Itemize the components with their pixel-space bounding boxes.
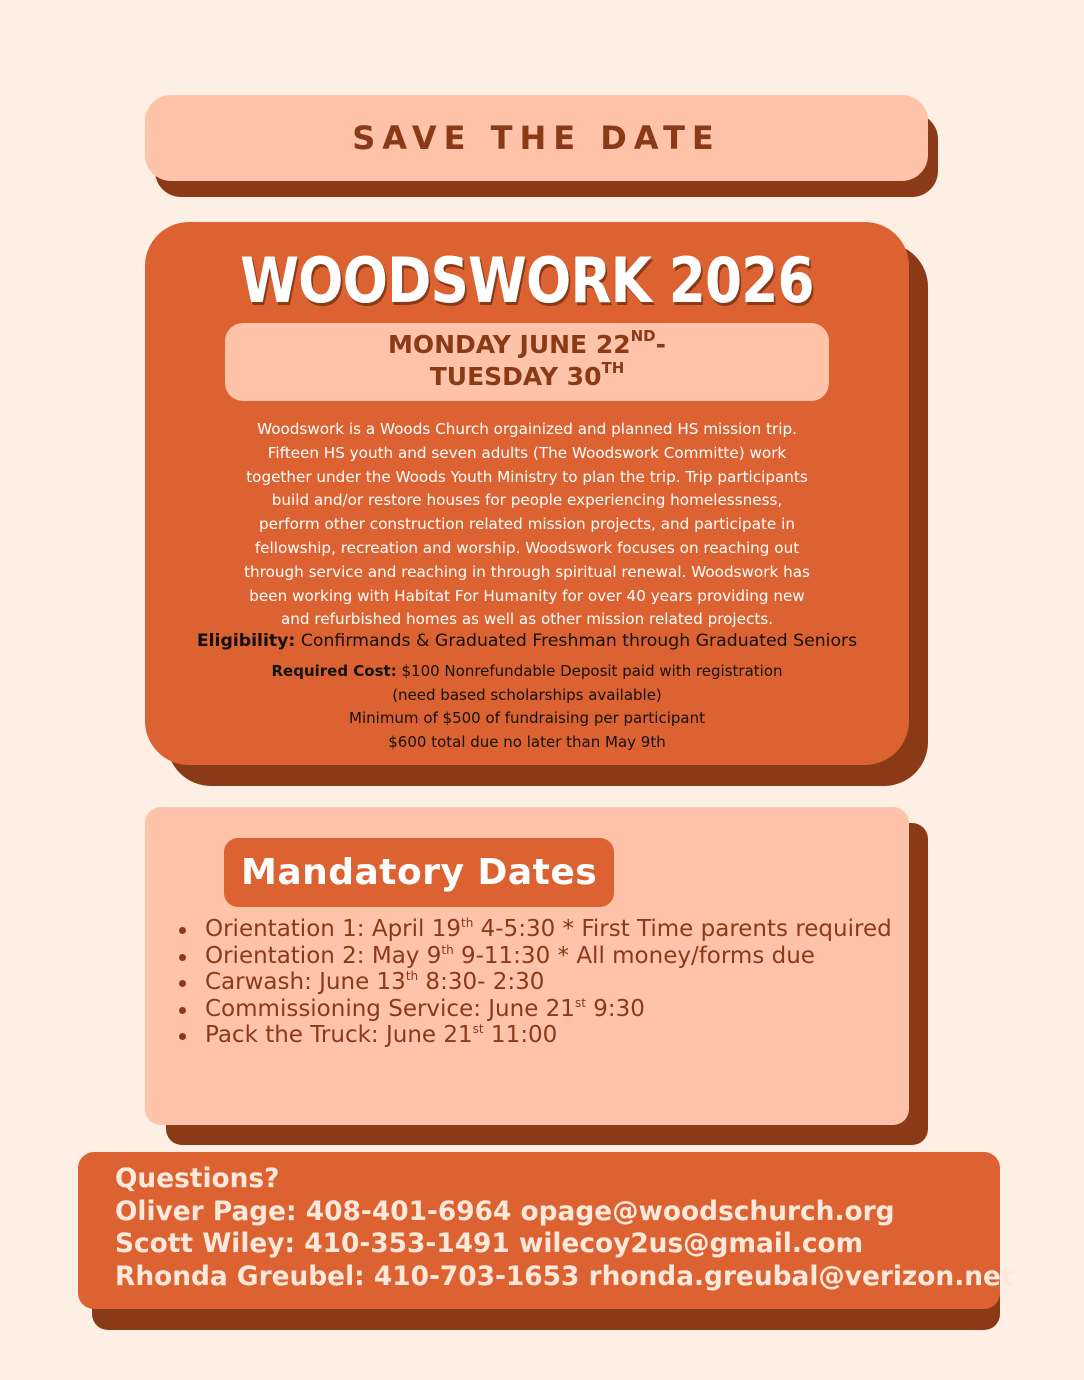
item-detail: 11:00 [483, 1022, 558, 1049]
bullet-icon [179, 1007, 186, 1014]
contact-line: Scott Wiley: 410-353-1491 wilecoy2us@gmail.com [115, 1228, 864, 1259]
cost-line: (need based scholarships available) [392, 685, 662, 704]
contact-line: Rhonda Greubel: 410-703-1653 rhonda.greubal@verizon.net [115, 1260, 1014, 1292]
eligibility-value: Confirmands & Graduated Freshman through Graduated Seniors [295, 631, 858, 651]
list-item [179, 916, 892, 943]
item-text: Orientation 2: May 9 [205, 942, 442, 969]
description-line: Woodswork is a Woods Church orgainized and planned HS mission trip. [257, 420, 797, 438]
item-detail: 4-5:30 * First Time parents required [473, 916, 892, 942]
description-line: and refurbished homes as well as other mission related projects. [280, 610, 774, 629]
eligibility-label: Eligibility: [196, 631, 296, 651]
item-text: Carwash: June 13 [205, 969, 406, 996]
eligibility [145, 631, 909, 651]
list-item [179, 1022, 892, 1049]
bullet-icon [179, 927, 186, 934]
event-dates [225, 323, 829, 401]
description-line: build and/or restore houses for people experiencing homelessness, [271, 491, 783, 510]
questions-heading: Questions? [115, 1163, 280, 1194]
event-title: WOODSWORK 2026 [240, 244, 814, 317]
item-text: Orientation 1: April 19 [205, 916, 461, 942]
bullet-icon [179, 954, 186, 961]
item-suffix: th [405, 969, 419, 984]
item-detail: 8:30- 2:30 [418, 969, 545, 996]
banner-text: SAVE THE DATE [352, 119, 721, 157]
contact-line: Oliver Page: 408-401-6964 opage@woodschurch.org [115, 1195, 895, 1227]
save-the-date-banner [145, 95, 928, 181]
item-detail: 9:30 [585, 995, 645, 1022]
item-suffix: th [441, 942, 454, 957]
description-line: together under the Woods Youth Ministry to plan the trip. Trip participants [246, 467, 808, 486]
cost-line: $100 Nonrefundable Deposit paid with registration [396, 662, 783, 680]
cost-line: Minimum of $500 of fundraising per participant [349, 709, 705, 728]
event-description [205, 418, 849, 632]
start-date-suffix: ND [630, 327, 656, 345]
item-detail: 9-11:30 * All money/forms due [453, 942, 815, 969]
item-text: Pack the Truck: June 21 [205, 1022, 473, 1049]
mandatory-dates-heading: Mandatory Dates [224, 838, 614, 907]
contacts-block [115, 1163, 1014, 1293]
end-date-suffix: TH [601, 359, 625, 377]
required-cost [205, 660, 849, 754]
item-suffix: th [461, 916, 474, 930]
list-item [179, 943, 892, 970]
list-item [179, 969, 892, 996]
description-line: been working with Habitat For Humanity for over 40 years providing new [249, 586, 805, 605]
start-date: MONDAY JUNE 22 [387, 330, 631, 359]
cost-line: $600 total due no later than May 9th [388, 732, 666, 751]
description-line: fellowship, recreation and worship. Woodswork focuses on reaching out [254, 538, 800, 557]
bullet-icon [179, 1033, 186, 1040]
end-date: TUESDAY 30 [429, 362, 602, 391]
list-item [179, 996, 892, 1023]
description-line: perform other construction related mission projects, and participate in [259, 515, 795, 534]
cost-label: Required Cost: [271, 662, 397, 680]
item-suffix: st [472, 1022, 484, 1037]
event-card [145, 222, 909, 765]
mandatory-dates-card [145, 807, 909, 1125]
item-suffix: st [574, 995, 586, 1010]
bullet-icon [179, 980, 186, 987]
item-text: Commissioning Service: June 21 [205, 995, 575, 1022]
date-dash: - [655, 330, 667, 359]
mandatory-dates-list [179, 916, 892, 1049]
description-line: Fifteen HS youth and seven adults (The Woodswork Committe) work [267, 443, 787, 462]
questions-card [78, 1152, 1014, 1309]
description-line: through service and reaching in through spiritual renewal. Woodswork has [244, 562, 810, 581]
